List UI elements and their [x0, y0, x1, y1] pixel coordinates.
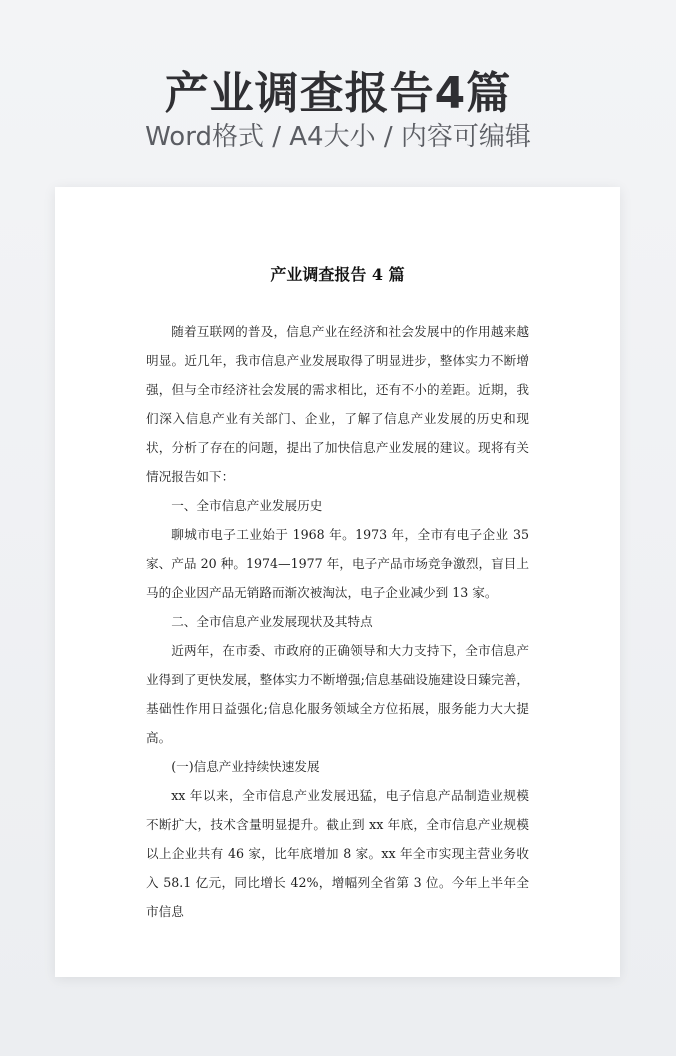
paragraph-history: 聊城市电子工业始于 1968 年。1973 年，全市有电子企业 35 家、产品 20 种。1974—1977 年，电子产品市场竞争激烈，盲目上马的企业因产品无销路而渐次被淘汰，电子企业减少到 13 家。: [146, 527, 529, 600]
subsection-heading-growth: (一)信息产业持续快速发展: [171, 759, 320, 774]
page-title: 产业调查报告4篇: [164, 68, 512, 119]
page-subtitle: Word格式 / A4大小 / 内容可编辑: [145, 122, 531, 152]
paragraph-intro: 随着互联网的普及，信息产业在经济和社会发展中的作用越来越明显。近几年，我市信息产业发展取得了明显进步，整体实力不断增强，但与全市经济社会发展的需求相比，还有不小的差距。近期，我们深入信息产业有关部门、企业，了解了信息产业发展的历史和现状，分析了存在的问题，提出了加快信息产业发展的建议。现将有关情况报告如下：: [146, 324, 529, 484]
section-heading-status: 二、全市信息产业发展现状及其特点: [171, 614, 373, 629]
document-body: [146, 317, 529, 926]
paragraph-status: 近两年，在市委、市政府的正确领导和大力支持下，全市信息产业得到了更快发展，整体实力不断增强;信息基础设施建设日臻完善，基础性作用日益强化;信息化服务领域全方位拓展，服务能力大大提高。: [146, 643, 529, 745]
section-heading-history: 一、全市信息产业发展历史: [171, 498, 323, 513]
document-title: 产业调查报告 4 篇: [270, 265, 405, 284]
paragraph-growth: xx 年以来，全市信息产业发展迅猛，电子信息产品制造业规模不断扩大，技术含量明显提升。截止到 xx 年底，全市信息产业规模以上企业共有 46 家，比年底增加 8 家。xx 年全市实现主营业务收入 58.1 亿元，同比增长 42%，增幅列全省第 3 位。今年上半年全市信息: [146, 788, 529, 919]
document-page: [55, 187, 620, 977]
